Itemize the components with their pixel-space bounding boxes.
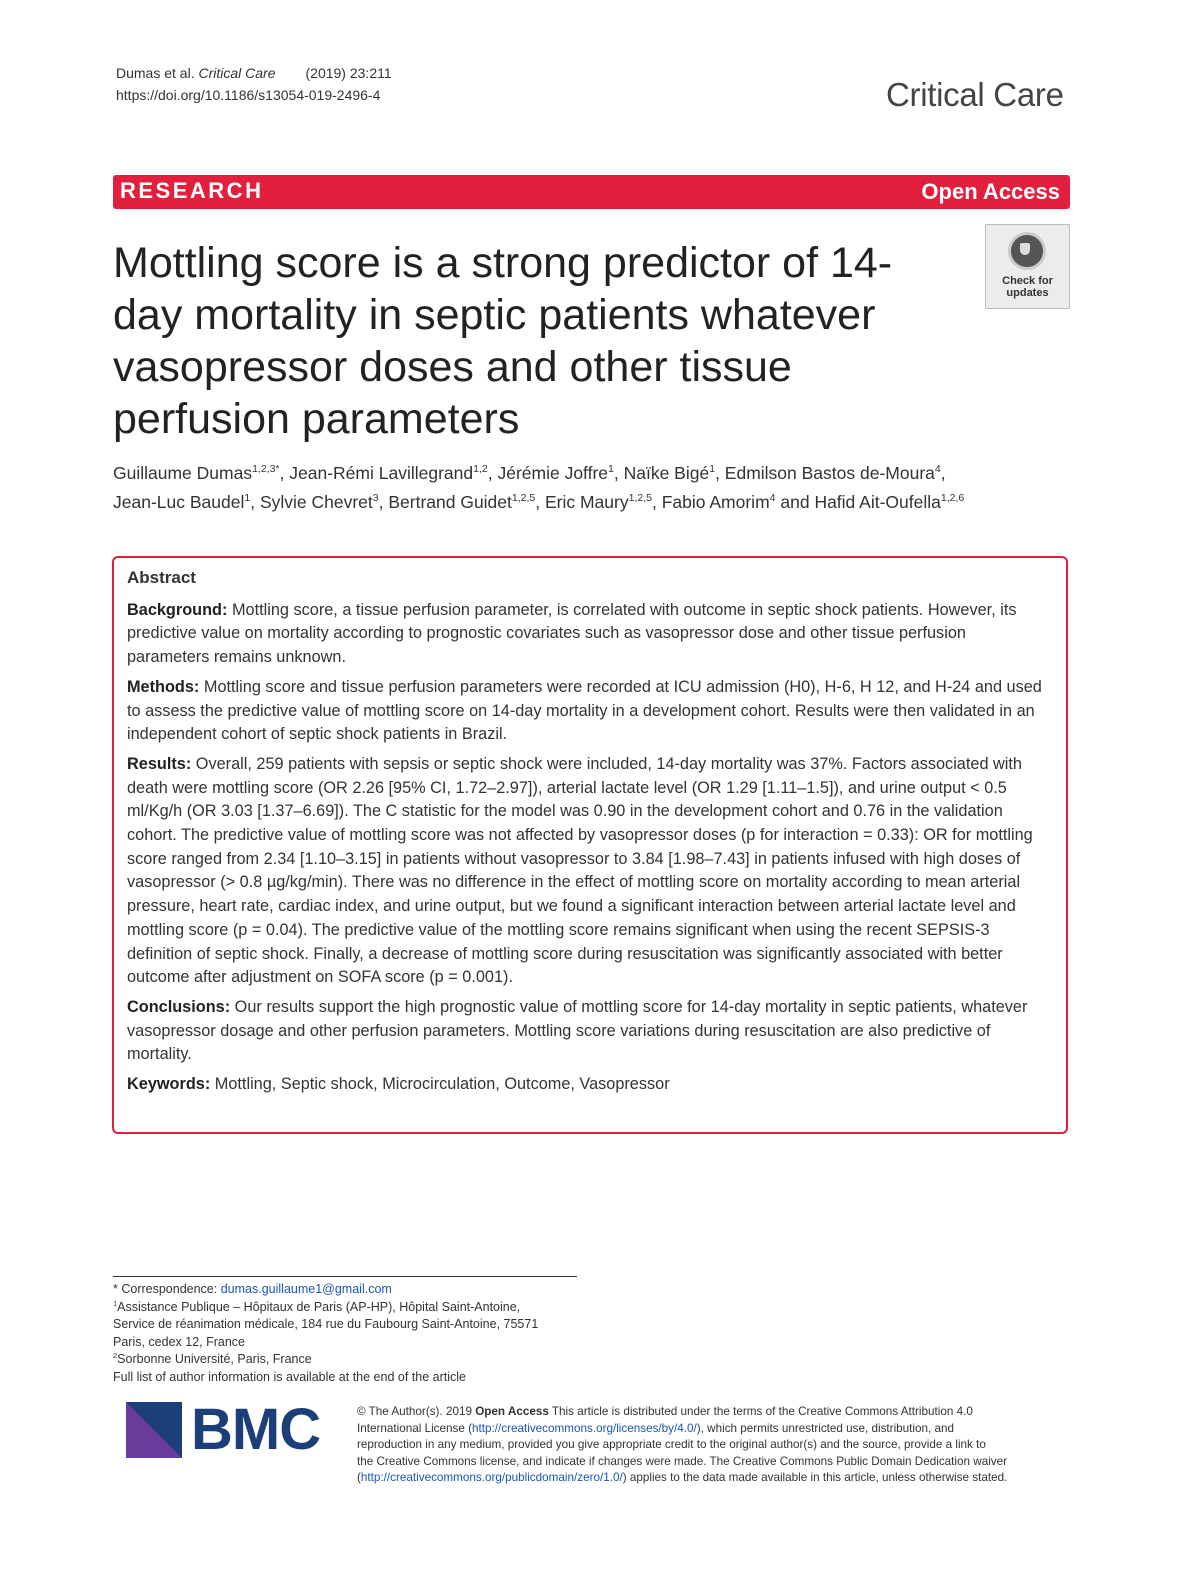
citation-journal: Critical Care (198, 65, 276, 81)
check-updates-label: Check for updates (1002, 275, 1053, 299)
abstract-box (112, 556, 1068, 1134)
author: Eric Maury$^{1,2,5}$ (544, 492, 652, 512)
correspondence: * Correspondence: dumas.guillaume1@gmail.com (113, 1282, 392, 1296)
abstract-heading: Abstract (127, 568, 196, 587)
open-access-label: Open Access (921, 179, 1060, 204)
journal-logo: Critical Care (886, 76, 1064, 113)
check-for-updates-button[interactable] (985, 224, 1070, 309)
cc-by-license-link[interactable]: http://creativecommons.org/licenses/by/4.0/ (472, 1421, 697, 1435)
author: Bertrand Guidet$^{1,2,5}$ (388, 492, 536, 512)
author: Hafid Ait-Oufella$^{1,2,6}$ (814, 492, 965, 512)
author: Jean-Rémi Lavillegrand$^{1,2}$ (289, 463, 488, 483)
author: Sylvie Chevret$^3$ (259, 492, 379, 512)
crossmark-icon (1008, 232, 1046, 270)
section-label: RESEARCH (120, 178, 264, 203)
abstract-keywords: Keywords: Mottling, Septic shock, Microcirculation, Outcome, Vasopressor (127, 1075, 670, 1094)
article-title: Mottling score is a strong predictor of 14-day mortality in septic patients whatever vasopressor doses and other tissue perfusion parameters (113, 239, 893, 443)
doi-link[interactable]: https://doi.org/10.1186/s13054-019-2496-4 (116, 87, 381, 103)
footnote-divider (113, 1276, 577, 1277)
correspondence-email-link[interactable]: dumas.guillaume1@gmail.com (220, 1282, 392, 1296)
abstract-results: Results: Overall, 259 patients with sepsis or septic shock were included, 14-day mortality was 37%. Factors associated with death were mottling score (OR 2.26 [95% CI, 1.72–2.97]), arterial lactate level (OR 1.29 [1.11–1.5]), and urine output < 0.5 ml/Kg/h (OR 3.03 [1.37–6.69]). The C statistic for the model was 0.90 in the development cohort and 0.76 in the validation cohort. The predictive value of mottling score was not affected by vasopressor doses (p for interaction = 0.33): OR for mottling score ranged from 2.34 [1.10–3.15] in patients without vasopressor to 3.84 [1.98–7.43] in patients infused with high doses of vasopressor (> 0.8 µg/kg/min). There was no difference in the effect of mottling score on mortality according to mean arterial pressure, heart rate, cardiac index, and urine output, but we found a significant interaction between arterial lactate level and mottling score (p = 0.04). The predictive value of the mottling score remains significant when using the recent SEPSIS-3 definition of septic shock. Finally, a decrease of mottling score during resuscitation was significantly associated with better outcome after adjustment on SOFA score (p = 0.001). (127, 754, 1033, 987)
author: Jean-Luc Baudel$^1$ (113, 492, 251, 512)
abstract-conclusions: Conclusions: Our results support the high prognostic value of mottling score for 14-day mortality in septic patients, whatever vasopressor dosage and other perfusion parameters. Mottling score variations during resuscitation are also predictive of mortality. (127, 997, 1028, 1064)
publisher-logo-text: BMC (191, 1397, 321, 1462)
author: Edmilson Bastos de-Moura$^4$ (724, 463, 941, 483)
cc-zero-waiver-link[interactable]: http://creativecommons.org/publicdomain/zero/1.0/ (360, 1471, 623, 1484)
author: Naïke Bigé$^1$ (623, 463, 716, 483)
author: Guillaume Dumas$^{1,2,3*}$ (113, 463, 280, 483)
citation (116, 62, 392, 106)
citation-year-volume: (2019) 23:211 (305, 65, 392, 81)
abstract-background: Background: Mottling score, a tissue perfusion parameter, is correlated with outcome in septic shock patients. However, its predictive value on mortality according to prognostic covariates such as vasopressor dose and other tissue perfusion parameters remains unknown. (127, 600, 1017, 667)
license-notice: © The Author(s). 2019 Open Access This article is distributed under the terms of the Creative Commons Attribution 4.0 International License (http://creativecommons.org/licenses/by/4.0/), which permits unrestricted use, distribution, and reproduction in any medium, provided you give appropriate credit to the original author(s) and the source, provide a link to the Creative Commons license, and indicate if changes were made. The Creative Commons Public Domain Dedication waiver (http://creativecommons.org/publicdomain/zero/1.0/) applies to the data made available in this article, unless otherwise stated. (357, 1405, 1008, 1484)
author: Jérémie Joffre$^1$ (497, 463, 614, 483)
abstract-methods: Methods: Mottling score and tissue perfusion parameters were recorded at ICU admission (H0), H-6, H 12, and H-24 and used to assess the predictive value of mottling score on 14-day mortality in a development cohort. Results were then validated in an independent cohort of septic shock patients in Brazil. (127, 677, 1042, 744)
affiliation-1: $^1$Assistance Publique – Hôpitaux de Paris (AP-HP), Hôpital Saint-Antoine, Service de réanimation médicale, 184 rue du Faubourg Saint-Antoine, 75571 Paris, cedex 12, France (113, 1298, 539, 1349)
footnotes (113, 1281, 583, 1386)
author: Fabio Amorim$^4$ (661, 492, 776, 512)
affiliation-2: $^2$Sorbonne Université, Paris, France (113, 1350, 312, 1366)
section-banner (113, 175, 1070, 209)
citation-authors: Dumas et al. (116, 65, 195, 81)
author-list: Guillaume Dumas$^{1,2,3*}$, Jean-Rémi Lavillegrand$^{1,2}$, Jérémie Joffre$^1$, Naïke Bigé$^1$, Edmilson Bastos de-Moura$^4$, Jean-Luc Baudel$^1$, Sylvie Chevret$^3$, Bertrand Guidet$^{1,2,5}$, Eric Maury$^{1,2,5}$, Fabio Amorim$^4$ and Hafid Ait-Oufella$^{1,2,6}$ (113, 463, 965, 512)
author-info-note: Full list of author information is available at the end of the article (113, 1369, 466, 1384)
